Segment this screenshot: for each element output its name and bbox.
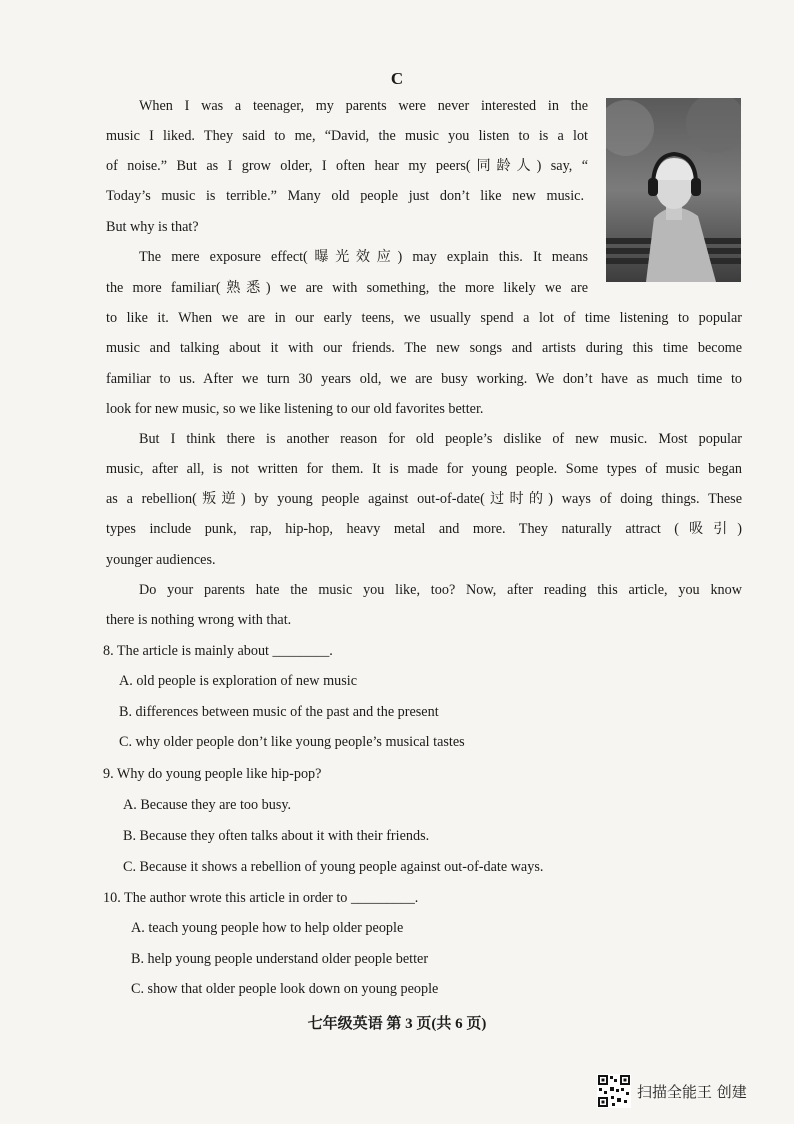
option-b[interactable]: B. differences between music of the past and the present <box>119 704 439 720</box>
passage-line: The mere exposure effect(曝光效应) may explain this. It means <box>139 249 588 265</box>
scanner-watermark-text: 扫描全能王 创建 <box>637 1082 747 1101</box>
passage-line: But why is that? <box>106 219 199 235</box>
option-c[interactable]: C. why older people don’t like young people’s musical tastes <box>119 734 465 750</box>
passage-line: familiar to us. After we turn 30 years old, we are busy working. We don’t have as much time to <box>106 371 742 387</box>
passage-line: of noise.” But as I grow older, I often hear my peers(同龄人) say, “ <box>106 158 588 174</box>
passage-line: the more familiar(熟悉) we are with something, the more likely we are <box>106 280 588 296</box>
option-b[interactable]: B. Because they often talks about it with their friends. <box>123 828 430 844</box>
scanner-watermark <box>597 1073 747 1109</box>
passage-line: younger audiences. <box>106 552 216 568</box>
passage-line: music I liked. They said to me, “David, the music you listen to is a lot <box>106 128 588 144</box>
qr-code-icon <box>597 1074 631 1108</box>
section-heading: C <box>390 69 404 88</box>
option-c[interactable]: C. show that older people look down on young people <box>131 981 439 997</box>
page-footer: 七年级英语 第 3 页(共 6 页) <box>307 1016 487 1032</box>
passage-line: music, after all, is not written for them. It is made for young people. Some types of music began <box>106 461 742 477</box>
option-a[interactable]: A. teach young people how to help older people <box>131 920 404 936</box>
option-c[interactable]: C. Because it shows a rebellion of young people against out-of-date ways. <box>123 859 544 875</box>
passage-line: Do your parents hate the music you like, too? Now, after reading this article, you know <box>139 582 742 598</box>
option-a[interactable]: A. old people is exploration of new music <box>119 673 357 689</box>
passage-line: Today’s music is terrible.” Many old people just don’t like new music. <box>106 188 584 204</box>
option-b[interactable]: B. help young people understand older people better <box>131 951 429 967</box>
question-stem: 8. The article is mainly about ________. <box>103 643 333 659</box>
passage-line: But I think there is another reason for old people’s dislike of new music. Most popular <box>139 431 742 447</box>
photo-illustration <box>606 98 741 282</box>
passage-line: to like it. When we are in our early teens, we usually spend a lot of time listening to popular <box>106 310 742 326</box>
photo-old-woman-headphones <box>606 98 741 282</box>
question-stem: 9. Why do young people like hip-pop? <box>103 766 322 782</box>
question-stem: 10. The author wrote this article in order to _________. <box>103 890 419 906</box>
passage-line: types include punk, rap, hip-hop, heavy metal and more. They naturally attract (吸引) <box>106 521 742 537</box>
option-a[interactable]: A. Because they are too busy. <box>123 797 292 813</box>
passage-line: music and talking about it with our friends. The new songs and artists during this time become <box>106 340 742 356</box>
passage-line: as a rebellion(叛逆) by young people against out-of-date(过时的) ways of doing things. These <box>106 491 742 507</box>
passage-line: When I was a teenager, my parents were never interested in the <box>139 98 588 114</box>
passage-line: there is nothing wrong with that. <box>106 612 292 628</box>
passage-line: look for new music, so we like listening to our old favorites better. <box>106 401 484 417</box>
